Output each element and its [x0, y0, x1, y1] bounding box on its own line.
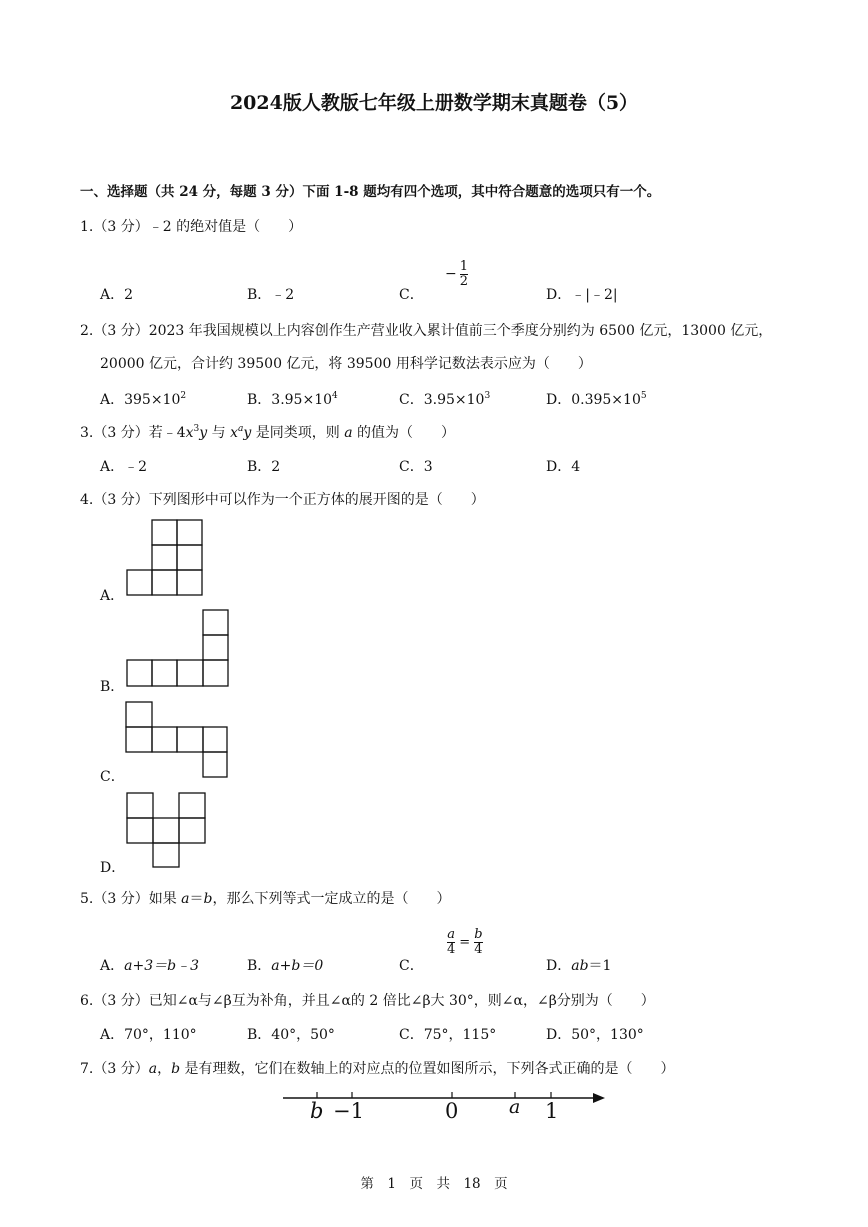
question-2-option-c: C．$3.95\times 10^3$: [399, 391, 491, 408]
section-heading: 一、选择题（共 24 分，每题 3 分）下面 1-8 题均有四个选项，其中符合题意的选项只有一个。: [80, 184, 661, 200]
fraction-numerator: b: [474, 927, 483, 942]
number-line-label-minus-one: −1: [333, 1099, 364, 1123]
question-1-option-c: C．: [399, 287, 424, 303]
question-3-option-d: D．4: [546, 459, 581, 475]
number-line-label-a: a: [509, 1096, 521, 1118]
question-1-stem: 1.（3 分）﹣2 的绝对值是（ ）: [80, 219, 303, 235]
page-title: 2024版人教版七年级上册数学期末真题卷（5）: [229, 92, 639, 114]
question-4-option-d: D．: [100, 860, 126, 876]
question-2-option-d: D．$0.395\times 10^5$: [546, 391, 647, 408]
fraction-denominator: 4: [474, 941, 483, 957]
fraction-denominator: 2: [459, 273, 469, 289]
question-2-option-b: B．$3.95\times 10^4$: [247, 391, 338, 408]
fraction-numerator: 1: [459, 259, 469, 274]
equals-sign: =: [459, 934, 471, 950]
question-6-option-c: C．75°，115°: [399, 1027, 497, 1043]
number-line-label-b: b: [310, 1099, 324, 1123]
fraction-denominator: 4: [447, 941, 456, 957]
question-4-option-b: B．: [100, 679, 125, 695]
question-1-option-a: A．2: [100, 287, 134, 303]
net-d-diagram: [127, 793, 205, 867]
question-4-option-c: C．: [100, 769, 125, 785]
number-line-label-one: 1: [545, 1099, 559, 1123]
page-footer: 第 1 页 共 18 页: [360, 1176, 508, 1192]
question-3-option-a: A．﹣2: [100, 459, 148, 475]
question-5-stem: 5.（3 分）如果 a＝b，那么下列等式一定成立的是（ ）: [80, 891, 451, 907]
question-4-option-a: A．: [100, 588, 125, 604]
question-2-stem-line1: 2.（3 分）2023 年我国规模以上内容创作生产营业收入累计值前三个季度分别约为 6500 亿元，13000 亿元，: [80, 323, 773, 339]
question-3-option-b: B．2: [247, 459, 281, 475]
question-3-stem: 3.（3 分）若$﹣4x^3y$ 与 $x^ay$ 是同类项，则 a 的值为（ ）: [80, 424, 456, 441]
question-5-option-a: A．a+3＝b﹣3: [100, 958, 199, 974]
question-2-option-a: A．$395\times 10^2$: [100, 391, 187, 408]
question-6-option-a: A．70°，110°: [100, 1027, 197, 1043]
question-1-option-b: B．﹣2: [247, 287, 295, 303]
question-5-option-c: C．: [399, 958, 424, 974]
question-5-option-c-equation: [447, 928, 483, 956]
question-7-stem: 7.（3 分）a，b 是有理数，它们在数轴上的对应点的位置如图所示，下列各式正确的是（ ）: [80, 1061, 675, 1077]
question-2-stem-line2: 20000 亿元，合计约 39500 亿元，将 39500 用科学记数法表示应为（ ）: [100, 356, 592, 372]
minus-sign: −: [445, 266, 457, 283]
question-3-option-c: C．3: [399, 459, 433, 475]
fraction-numerator: a: [447, 927, 456, 942]
question-5-option-d: D．ab＝1: [546, 958, 612, 974]
question-4-stem: 4.（3 分）下列图形中可以作为一个正方体的展开图的是（ ）: [80, 492, 485, 508]
question-6-option-b: B．40°，50°: [247, 1027, 335, 1043]
question-6-option-d: D．50°，130°: [546, 1027, 644, 1043]
number-line-label-zero: 0: [445, 1099, 459, 1123]
net-c-diagram: [126, 702, 227, 777]
question-1-option-d: D．﹣|﹣2|: [546, 287, 618, 303]
question-6-stem: 6.（3 分）已知∠α与∠β互为补角，并且∠α的 2 倍比∠β大 30°，则∠α，∠β分别为（ ）: [80, 993, 655, 1009]
net-a-diagram: [127, 520, 202, 595]
question-5-option-b: B．a+b＝0: [247, 958, 324, 974]
net-b-diagram: [127, 610, 228, 686]
